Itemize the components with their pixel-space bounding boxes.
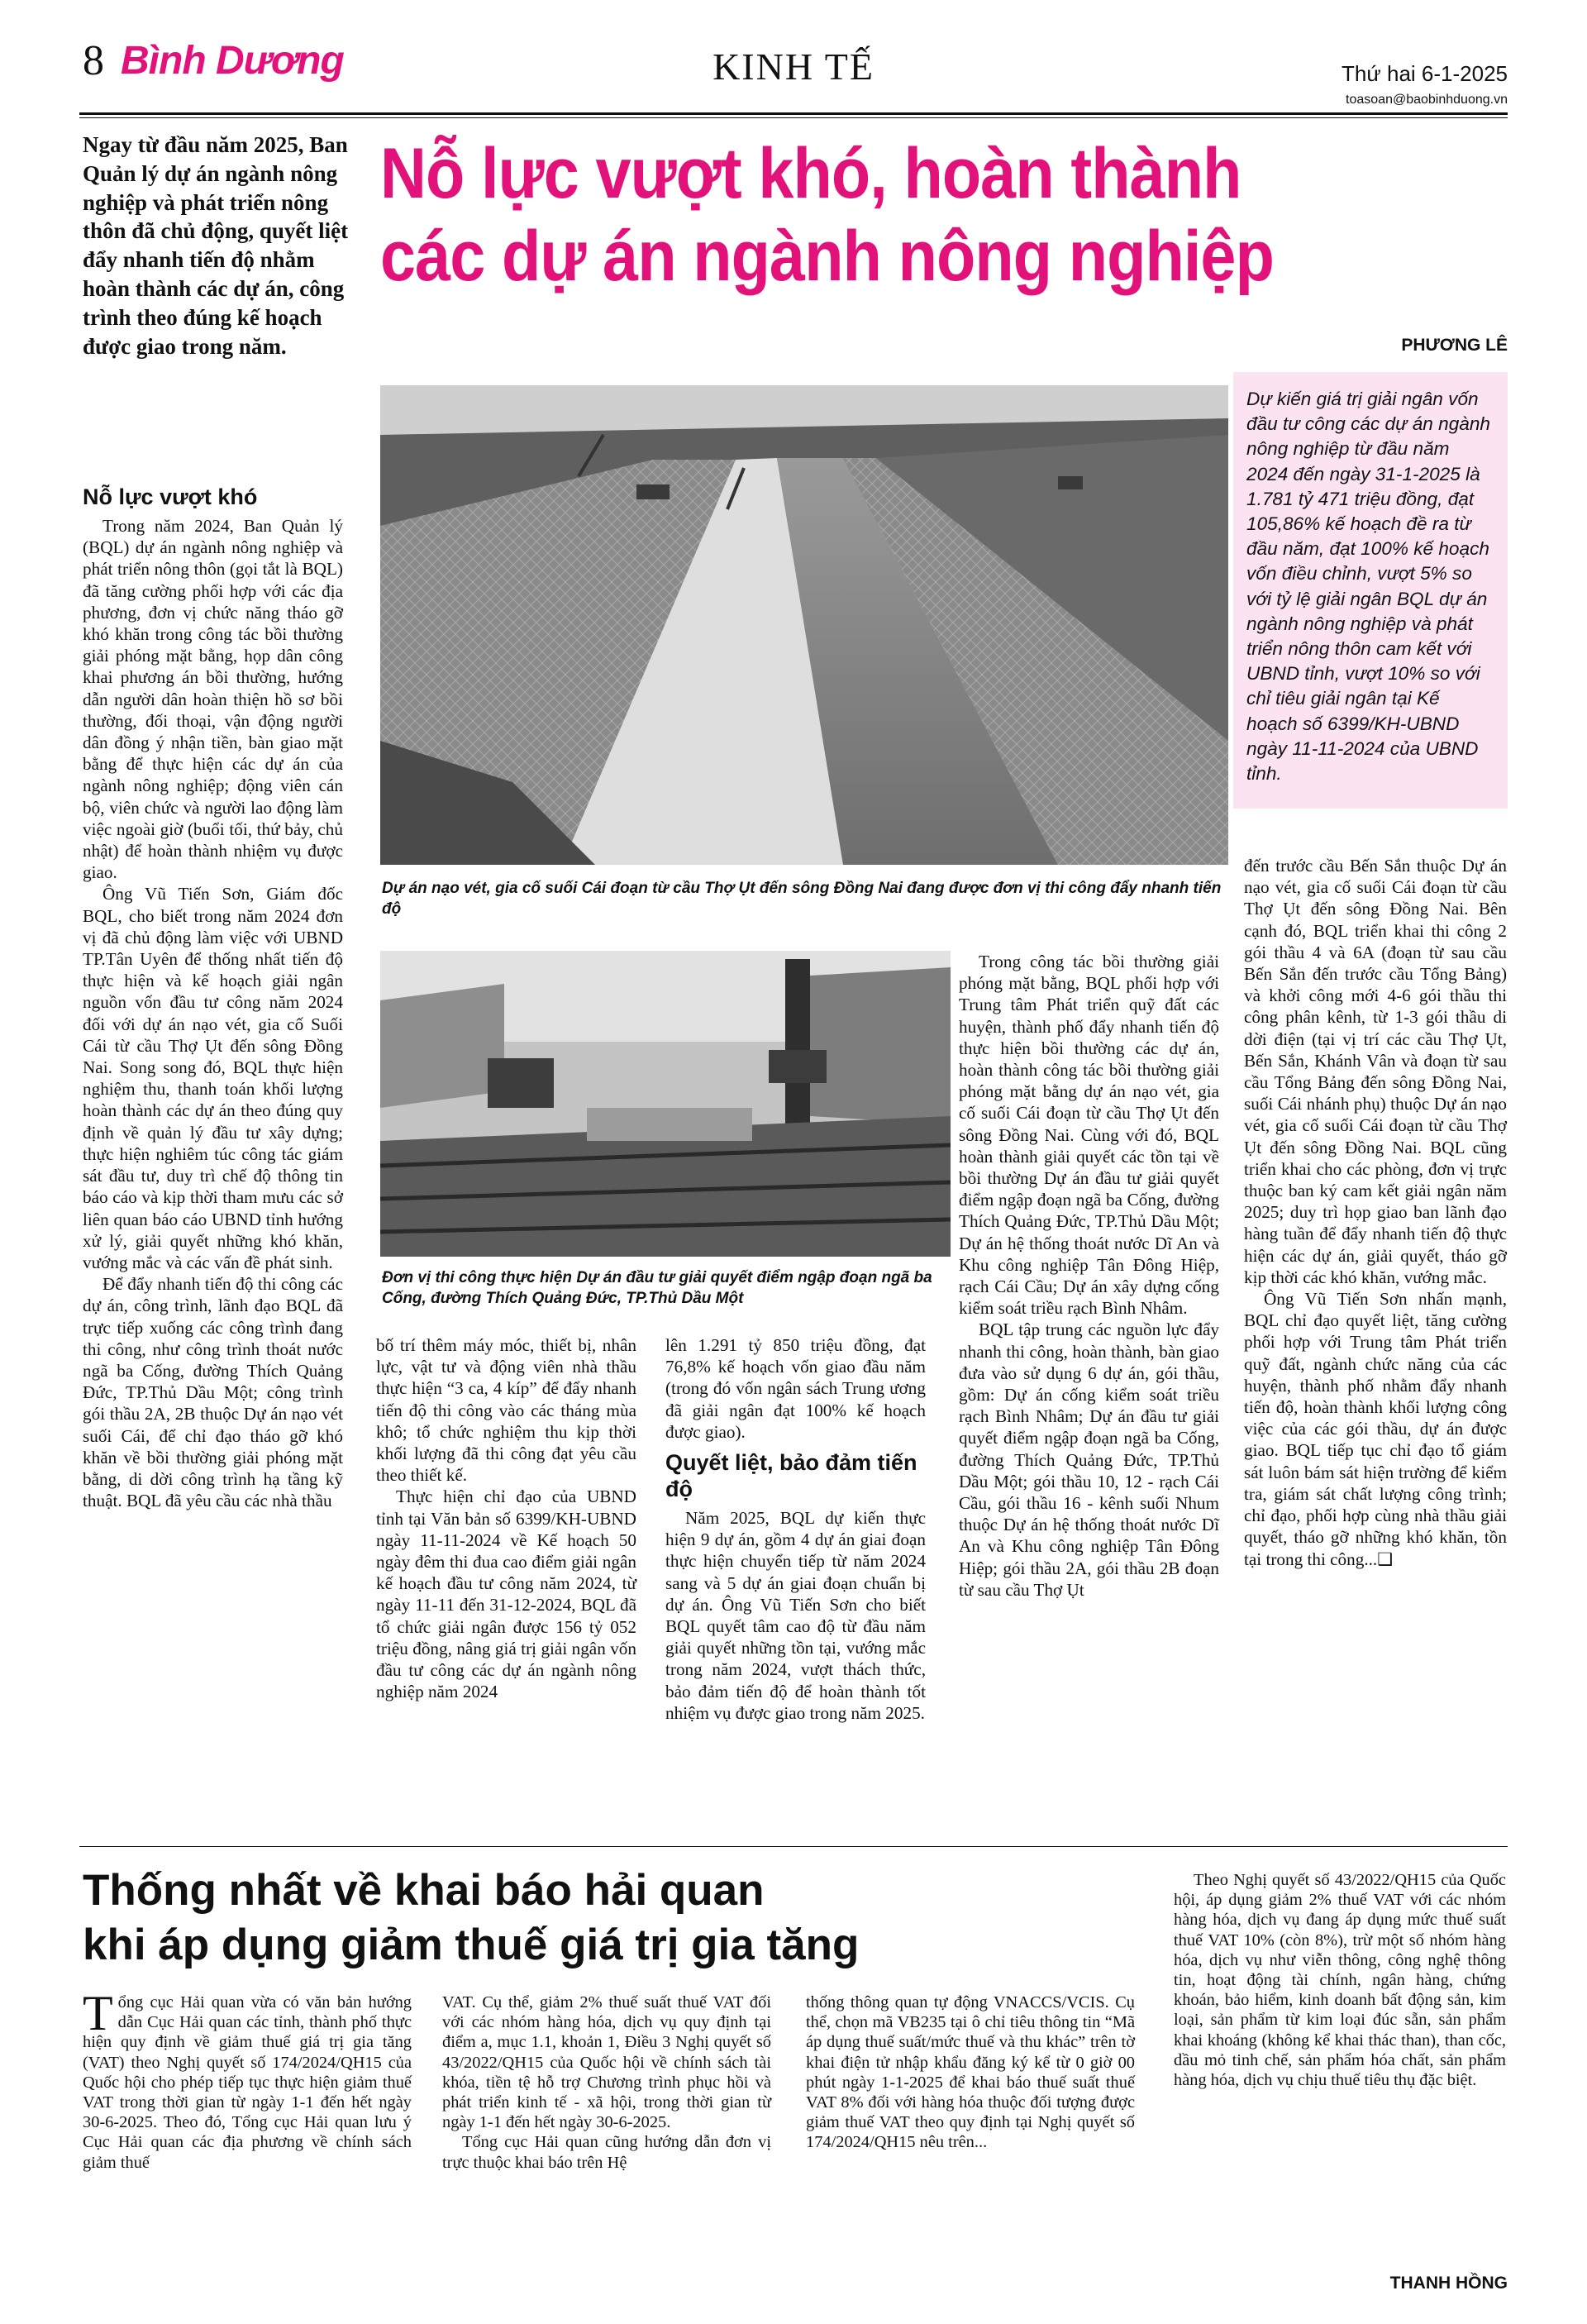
canal-construction-photo — [380, 385, 1228, 865]
headline-line-2: các dự án ngành nông nghiệp — [380, 217, 1274, 296]
header-rule — [79, 112, 1508, 115]
article-headline — [380, 132, 1399, 298]
paragraph-text: Ông Vũ Tiến Sơn nhấn mạnh, BQL chỉ đạo quyết liệt, tăng cường phối hợp với Trung tâm Phát triển quỹ đất, ngành chức năng của các huyện, thành phố nhằm đẩy nhanh tiến độ, hoàn thành khối lượng công việc của các gói thầu, dự án được giao. BQL tiếp tục chỉ đạo tổ giám sát luôn bám sát hiện trường để kiểm tra, giám sát chất lượng công trình; chỉ đạo, phối hợp cùng nhà thầu giải quyết, tháo gỡ những khó khăn, tồn tại trong thi công... — [1244, 1289, 1507, 1569]
article-column-5 — [1244, 855, 1507, 1570]
paragraph — [1244, 1288, 1507, 1570]
photo-caption-1: Dự án nạo vét, gia cố suối Cái đoạn từ cầu Thợ Ụt đến sông Đồng Nai đang được đơn vị thi công đẩy nhanh tiến độ — [382, 880, 1222, 918]
drainage-construction-photo — [380, 951, 951, 1257]
article-column-2 — [376, 1334, 636, 1702]
paragraph: Theo Nghị quyết số 43/2022/QH15 của Quốc hội, áp dụng giảm 2% thuế VAT với các nhóm hàng hóa, dịch vụ đang áp dụng mức thuế suất thuế VAT 10% (còn 8%), trừ một số nhóm hàng hóa, dịch vụ như viễn thông, công nghệ thông tin, hoạt động tài chính, ngân hàng, chứng khoán, bảo hiểm, kinh doanh bất động sản, kim loại, sản phẩm từ kim loại đúc sẵn, sản phẩm khai khoáng (không kể khai thác than), than cốc, dầu mỏ tinh chế, sản phẩm hóa chất, sản phẩm hàng hóa, dịch vụ chịu thuế tiêu thụ đặc biệt. — [1174, 1871, 1506, 2090]
highlight-box: Dự kiến giá trị giải ngân vốn đầu tư công các dự án ngành nông nghiệp từ đầu năm 2024 đến ngày 31-1-2025 là 1.781 tỷ 471 triệu đồng, đạt 105,86% kế hoạch đề ra từ đầu năm, đạt 100% kế hoạch vốn điều chỉnh, vượt 5% so với tỷ lệ giải ngân BQL dự án ngành nông nghiệp và phát triển nông thôn cam kết với UBND tỉnh, vượt 10% so với chỉ tiêu giải ngân tại Kế hoạch số 6399/KH-UBND ngày 11-11-2024 của UBND tỉnh. — [1233, 372, 1508, 809]
paragraph: BQL tập trung các nguồn lực đẩy nhanh thi công, hoàn thành, bàn giao đưa vào sử dụng 6 dự án, gói thầu, gồm: Dự án cống kiểm soát triều rạch Bình Nhâm; Dự án đầu tư giải quyết điểm ngập đoạn ngã ba Cống, đường Thích Quảng Đức, TP.Thủ Dầu Một; gói thầu 10, 12 - rạch Cái Cầu, gói thầu 16 - kênh suối Nhum thuộc Dự án hệ thống thoát nước Dĩ An và Khu công nghiệp Tân Đông Hiệp; gói thầu 2A, gói thầu 2B đoạn từ sau cầu Thợ Ụt — [959, 1319, 1219, 1600]
photo-caption-2: Đơn vị thi công thực hiện Dự án đầu tư giải quyết điểm ngập đoạn ngã ba Cống, đường Thích Quảng Đức, TP.Thủ Dầu Một — [382, 1269, 932, 1307]
paragraph: Năm 2025, BQL dự kiến thực hiện 9 dự án, gồm 4 dự án giai đoạn thực hiện chuyển tiếp từ năm 2024 sang và 5 dự án giai đoạn chuẩn bị dự án. Ông Vũ Tiến Sơn cho biết BQL quyết tâm cao độ từ đầu năm giải quyết những tồn tại, vướng mắc trong năm 2024, vượt thách thức, bảo đảm tiến độ để hoàn thành tốt nhiệm vụ được giao trong năm 2025. — [665, 1508, 926, 1723]
paragraph: Thực hiện chỉ đạo của UBND tỉnh tại Văn bản số 6399/KH-UBND ngày 11-11-2024 về Kế hoạch 50 ngày đêm thi đua cao điểm giải ngân kế hoạch đầu tư công năm 2024, từ ngày 11-11 đến 31-12-2024, BQL đã tổ chức giải ngân được 156 tỷ 052 triệu đồng, nâng giá trị giải ngân vốn đầu tư công các dự án ngành nông nghiệp năm 2024 — [376, 1487, 636, 1702]
article-column-1 — [83, 484, 343, 1511]
article-column-4 — [959, 951, 1219, 1601]
article-byline: PHƯƠNG LÊ — [1401, 336, 1508, 355]
page-number: 8 — [83, 37, 104, 84]
paragraph: VAT. Cụ thể, giảm 2% thuế suất thuế VAT đối với các nhóm hàng hóa, dịch vụ quy định tại điểm a, mục 1.1, khoản 1, Điều 3 Nghị quyết số 43/2022/QH15 của Quốc hội về chính sách tài khóa, tiền tệ hỗ trợ Chương trình phục hồi và phát triển kinh tế - xã hội, trong thời gian từ ngày 1-1 đến hết ngày 30-6-2025. — [442, 1993, 771, 2132]
newspaper-logo: Bình Dương — [121, 39, 344, 83]
headline-line-2: khi áp dụng giảm thuế giá trị gia tăng — [83, 1921, 860, 1969]
article-2-headline — [83, 1863, 1157, 1973]
issue-date: Thứ hai 6-1-2025 — [1342, 61, 1508, 86]
article-2-column-4 — [1174, 1870, 1506, 2090]
subheading-1: Nỗ lực vượt khó — [83, 484, 258, 509]
article-column-3 — [665, 1334, 926, 1724]
paragraph: Để đẩy nhanh tiến độ thi công các dự án, công trình, lãnh đạo BQL đã trực tiếp xuống các công trình đang thi công, như công trình thoát nước ngã ba Cống, đường Thích Quảng Đức, TP.Thủ Dầu Một; công trình gói thầu 2A, 2B thuộc Dự án nạo vét suối Cái, để chỉ đạo tháo gỡ khó khăn về bồi thường giải phóng mặt bằng, di dời công trình hạ tầng kỹ thuật. BQL đã yêu cầu các nhà thầu — [83, 1274, 343, 1511]
paragraph — [83, 1986, 412, 2173]
paragraph: thống thông quan tự động VNACCS/VCIS. Cụ thể, chọn mã VB235 tại ô chỉ tiêu thông tin “Mã áp dụng thuế suất/mức thuế và thu khác” trên tờ khai điện tử nhập khẩu đăng ký kể từ 0 giờ 00 phút ngày 1-1-2025 để khai báo thuế suất thuế VAT 8% đối với hàng hóa thuộc đối tượng được giảm thuế VAT theo quy định tại Nghị quyết số 174/2024/QH15 nêu trên... — [806, 1993, 1135, 2152]
article-2-byline: THANH HỒNG — [1389, 2274, 1508, 2293]
header-rule-thin — [79, 117, 1508, 118]
paragraph: Trong công tác bồi thường giải phóng mặt bằng, BQL phối hợp với Trung tâm Phát triển quỹ đất các huyện, thành phố đẩy nhanh tiến độ thực hiện bồi thường các dự án, hoàn thành công tác bồi thường giải phóng mặt bằng dự án nạo vét, gia cố suối Cái đoạn từ cầu Thợ Ụt đến sông Đồng Nai. Cùng với đó, BQL hoàn thành giải quyết các tồn tại về bồi thường Dự án đầu tư giải quyết điểm ngập đoạn ngã ba Cống, đường Thích Quảng Đức, TP.Thủ Dầu Một; Dự án hệ thống thoát nước Dĩ An và Khu công nghiệp Tân Đông Hiệp, rạch Cái Cầu; Dự án xây dựng cống kiểm soát triều rạch Bình Nhâm. — [959, 952, 1219, 1319]
section-title: KINH TẾ — [712, 45, 875, 88]
headline-line-1: Nỗ lực vượt khó, hoàn thành — [380, 134, 1241, 213]
article-2-column-1 — [83, 1986, 412, 2173]
section-divider — [79, 1846, 1508, 1847]
drop-cap: T — [83, 1986, 113, 2040]
paragraph: Ông Vũ Tiến Sơn, Giám đốc BQL, cho biết trong năm 2024 đơn vị đã chủ động làm việc với UBND TP.Tân Uyên để thống nhất tiến độ thực hiện và kế hoạch giải ngân nguồn vốn đầu tư công năm 2024 đối với dự án nạo vét, gia cố Suối Cái từ cầu Thợ Ụt đến sông Đồng Nai. Song song đó, BQL thực hiện nghiệm thu, thanh toán khối lượng hoàn thành các dự án theo đúng quy định về quản lý đầu tư xây dựng; thực hiện nghiêm túc công tác giám sát đầu tư, duy trì chế độ thông tin báo cáo và kịp thời tham mưu các sở liên quan báo cáo UBND tỉnh hướng xử lý, giải quyết những khó khăn, vướng mắc và các vấn đề phát sinh. — [83, 884, 343, 1272]
article-lead: Ngay từ đầu năm 2025, Ban Quản lý dự án ngành nông nghiệp và phát triển nông thôn đã chủ động, quyết liệt đẩy nhanh tiến độ nhằm hoàn thành các dự án, công trình theo đúng kế hoạch được giao trong năm. — [83, 132, 349, 359]
paragraph: lên 1.291 tỷ 850 triệu đồng, đạt 76,8% kế hoạch vốn giao đầu năm (trong đó vốn ngân sách Trung ương đã giải ngân đạt 100% kế hoạch được giao). — [665, 1335, 926, 1442]
article-2-column-3 — [806, 1992, 1135, 2153]
paragraph: đến trước cầu Bến Sắn thuộc Dự án nạo vét, gia cố suối Cái đoạn từ cầu Thợ Ụt đến sông Đồng Nai. Bên cạnh đó, BQL triển khai thi công 2 gói thầu 4 và 6A (đoạn từ sau cầu Bến Sắn đến trước cầu Tổng Bảng) và khởi công mới 4-6 gói thầu thi công phân kênh, từ 1-3 gói thầu di dời điện (tại vị trí các cầu Thợ Ụt, Bến Sắn, Khánh Vân và đoạn từ sau cầu Tổng Bảng đến sông Đồng Nai, suối Cái nhánh phụ) thuộc Dự án nạo vét, gia cố suối Cái đoạn từ cầu Thợ Ụt đến sông Đồng Nai. BQL cũng triển khai cho các phòng, đơn vị trực thuộc ban ký cam kết giải ngân năm 2025; duy trì họp giao ban lãnh đạo hàng tuần để đẩy nhanh tiến độ thực hiện các dự án, giải quyết, tháo gỡ kịp thời các khó khăn, vướng mắc. — [1244, 856, 1507, 1287]
paragraph-text: ổng cục Hải quan vừa có văn bản hướng dẫn Cục Hải quan các tỉnh, thành phố thực hiện quy định về giảm thuế giá trị gia tăng (VAT) theo Nghị quyết số 174/2024/QH15 của Quốc hội cho phép tiếp tục thực hiện giảm thuế VAT trong thời gian từ ngày 1-1 đến hết ngày 30-6-2025. Theo đó, Tổng cục Hải quan lưu ý Cục Hải quan các địa phương về chính sách giảm thuế — [83, 1993, 412, 2172]
paragraph: Tổng cục Hải quan cũng hướng dẫn đơn vị trực thuộc khai báo trên Hệ — [442, 2133, 771, 2172]
headline-line-1: Thống nhất về khai báo hải quan — [83, 1866, 765, 1915]
end-mark-icon: ❑ — [1377, 1549, 1394, 1569]
contact-email: toasoan@baobinhduong.vn — [1346, 93, 1508, 107]
subheading-2: Quyết liệt, bảo đảm tiến độ — [665, 1450, 917, 1502]
paragraph: bố trí thêm máy móc, thiết bị, nhân lực, vật tư và động viên nhà thầu thực hiện “3 ca, 4 kíp” để đẩy nhanh tiến độ thi công vào các tháng mùa khô; tổ chức nghiệm thu kịp thời khối lượng đã thi công đạt yêu cầu theo thiết kế. — [376, 1335, 636, 1486]
article-2-column-2 — [442, 1992, 771, 2173]
paragraph: Trong năm 2024, Ban Quản lý (BQL) dự án ngành nông nghiệp và phát triển nông thôn (gọi tắt là BQL) đã tăng cường phối hợp với các địa phương, đơn vị chức năng tháo gỡ khó khăn trong công tác bồi thường giải phóng mặt bằng, họp dân công khai phương án bồi thường, hướng dẫn người dân hoàn thiện hồ sơ bồi thường, đối thoại, vận động người dân đồng ý nhận tiền, bàn giao mặt bằng để thực hiện các dự án của ngành nông nghiệp; động viên cán bộ, viên chức và người lao động làm việc ngoài giờ (buổi tối, thứ bảy, chủ nhật) để hoàn thành nhiệm vụ được giao. — [83, 516, 343, 883]
